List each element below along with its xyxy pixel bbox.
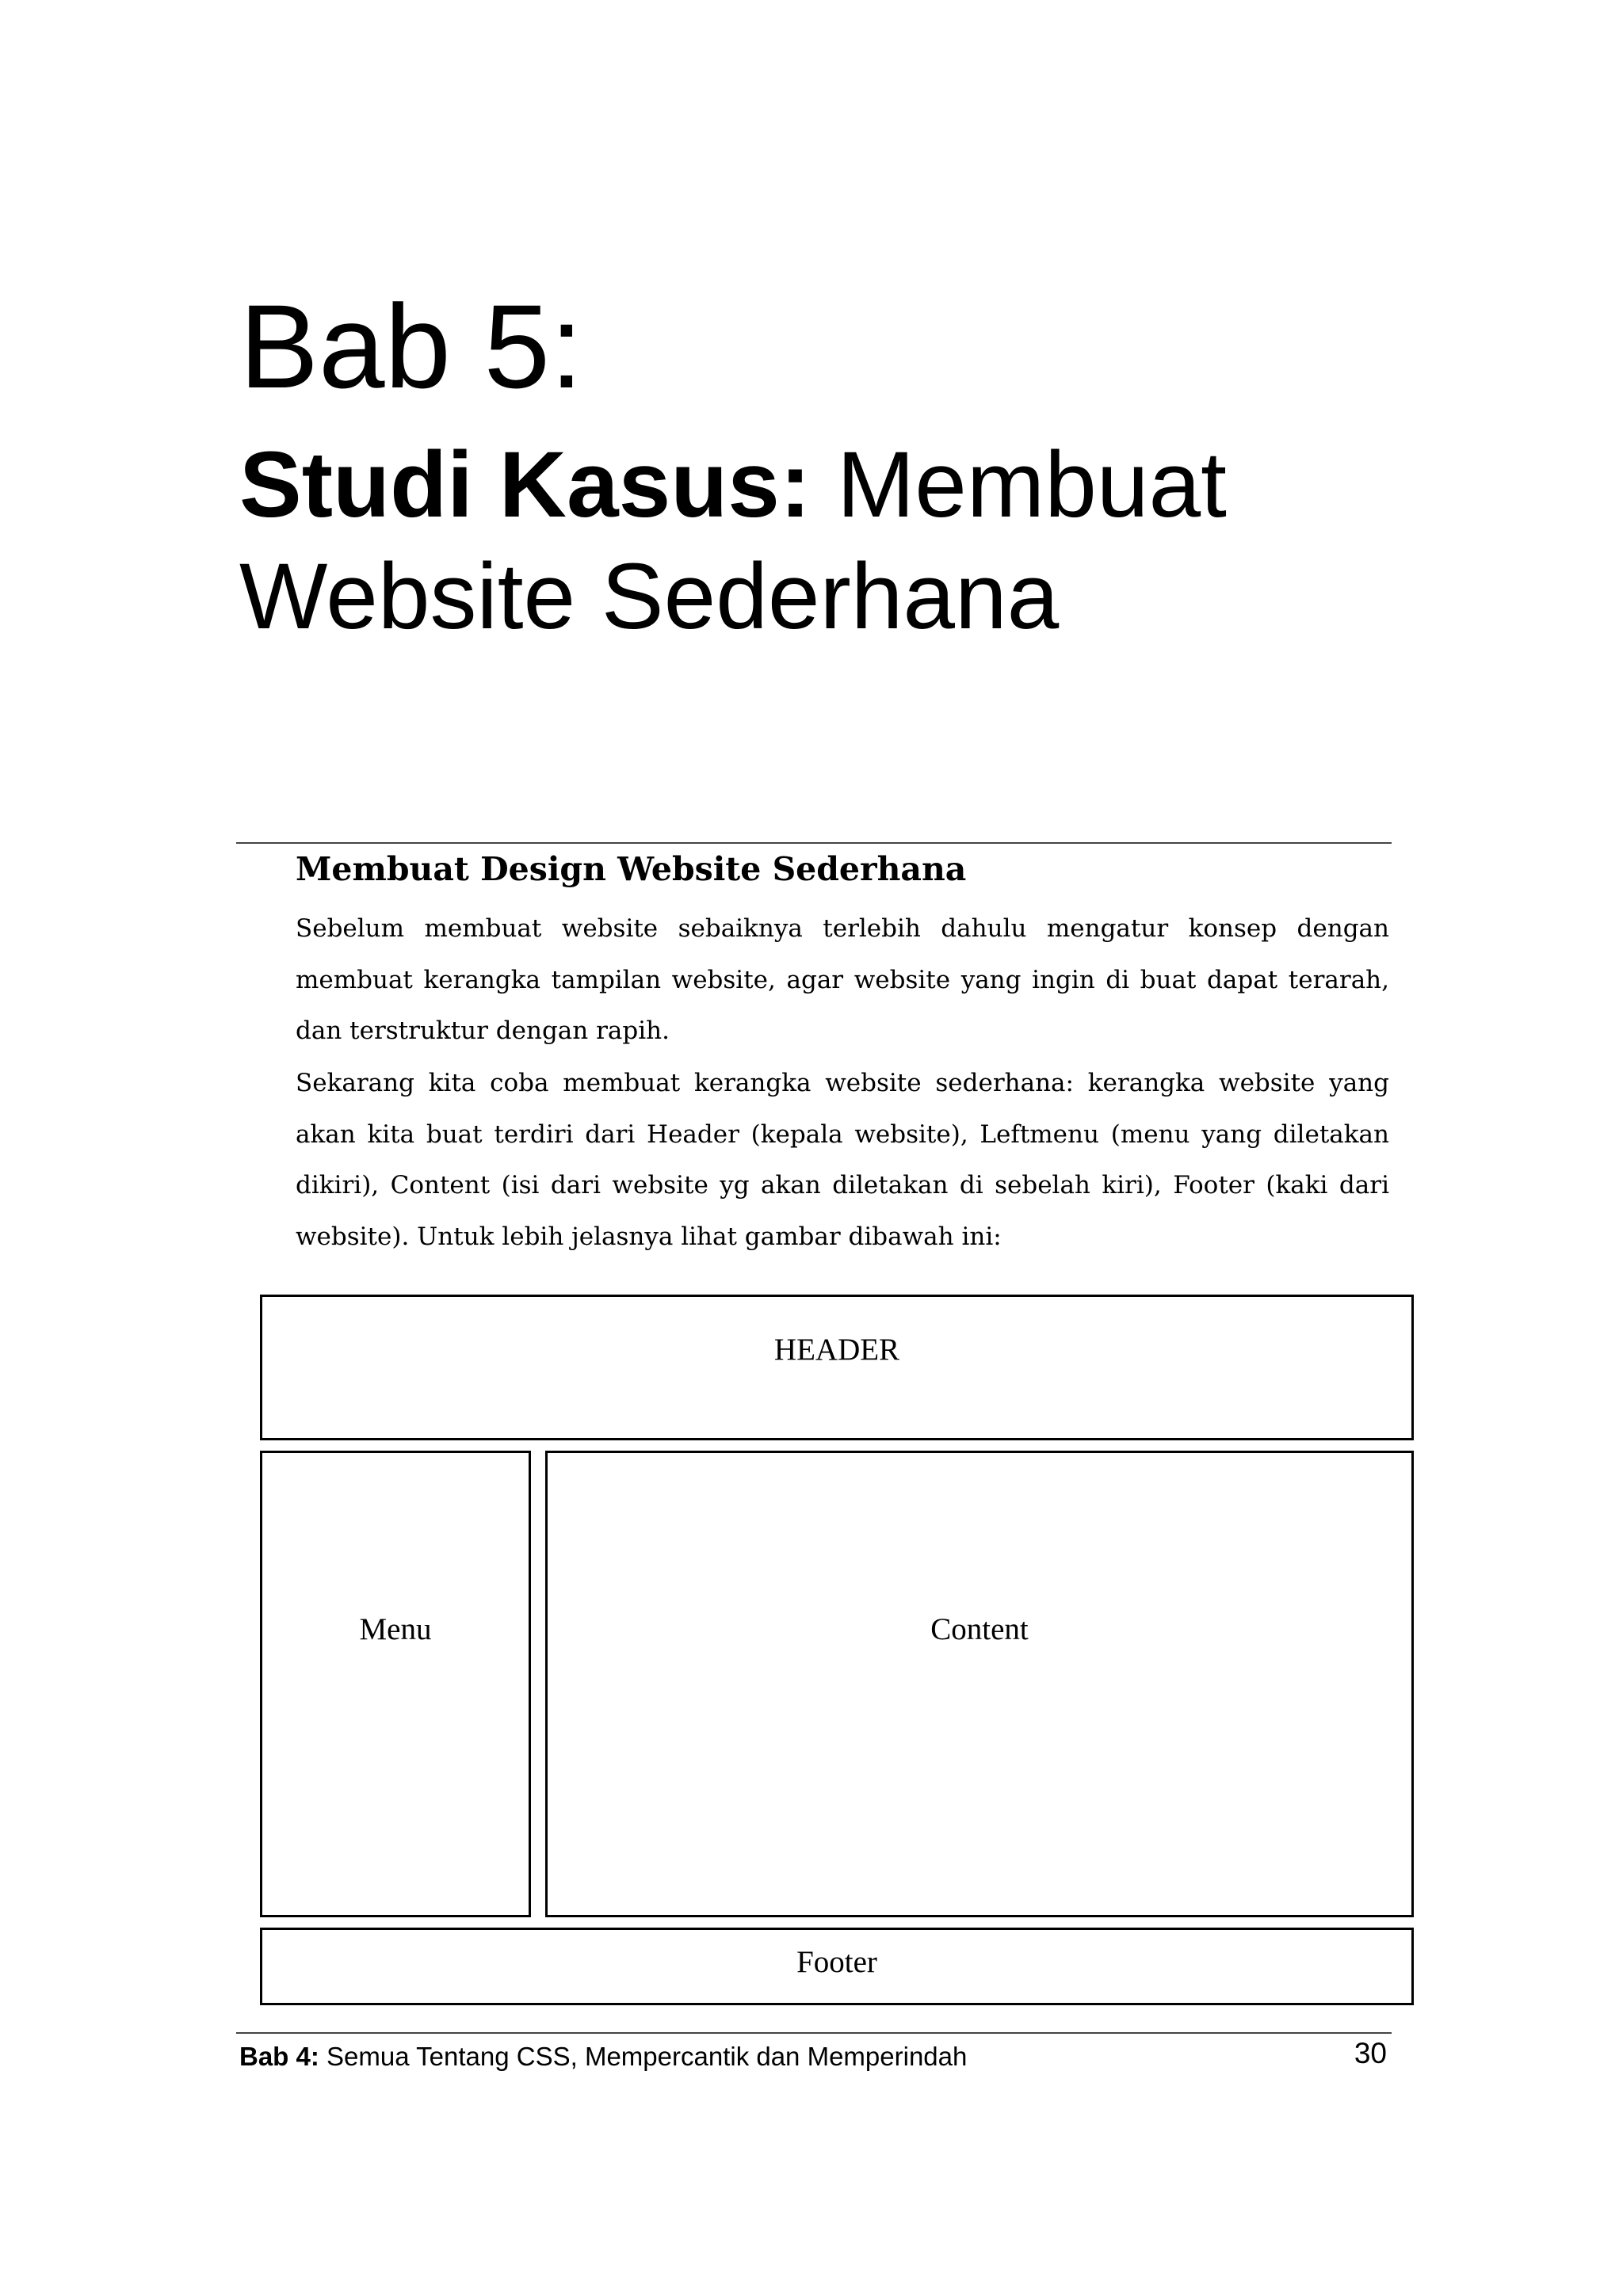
diagram-menu-box (260, 1451, 531, 1917)
diagram-menu-label: Menu (359, 1612, 432, 1646)
chapter-title-rest: Membuat (837, 433, 1227, 537)
body-paragraph: Sekarang kita coba membuat kerangka website sederhana: kerangka website yang akan kita buat terdiri dari Header (kepala website), Leftmenu (menu yang diletakan dikiri), Content (isi dari website yg akan diletakan di sebelah kiri), Footer (kaki dari website). Untuk lebih jelasnya lihat gambar dibawah ini: (296, 1069, 1389, 1251)
chapter-title (239, 429, 1227, 653)
running-footer (239, 2041, 967, 2073)
section-heading: Membuat Design Website Sederhana (296, 850, 967, 888)
diagram-header-box (260, 1295, 1414, 1440)
diagram-content-box (545, 1451, 1414, 1917)
page-number: 30 (1354, 2037, 1387, 2069)
running-footer-title: Semua Tentang CSS, Mempercantik dan Memperindah (327, 2042, 968, 2071)
running-footer-chapter: Bab 4: (239, 2042, 319, 2071)
section-divider (236, 842, 1392, 844)
chapter-title-line-1 (239, 429, 1227, 541)
diagram-footer-box (260, 1928, 1414, 2005)
chapter-title-bold: Studi Kasus: (239, 433, 812, 537)
diagram-header-label: HEADER (773, 1333, 900, 1367)
body-paragraph: Sebelum membuat website sebaiknya terlebih dahulu mengatur konsep dengan membuat kerangka tampilan website, agar website yang ingin di buat dapat terarah, dan terstruktur dengan rapih. (296, 914, 1389, 1045)
diagram-content-label: Content (930, 1612, 1029, 1646)
chapter-title-line-2: Website Sederhana (239, 544, 1060, 649)
diagram-footer-label: Footer (796, 1945, 877, 1979)
footer-divider (236, 2032, 1392, 2034)
chapter-number: Bab 5: (239, 280, 583, 413)
